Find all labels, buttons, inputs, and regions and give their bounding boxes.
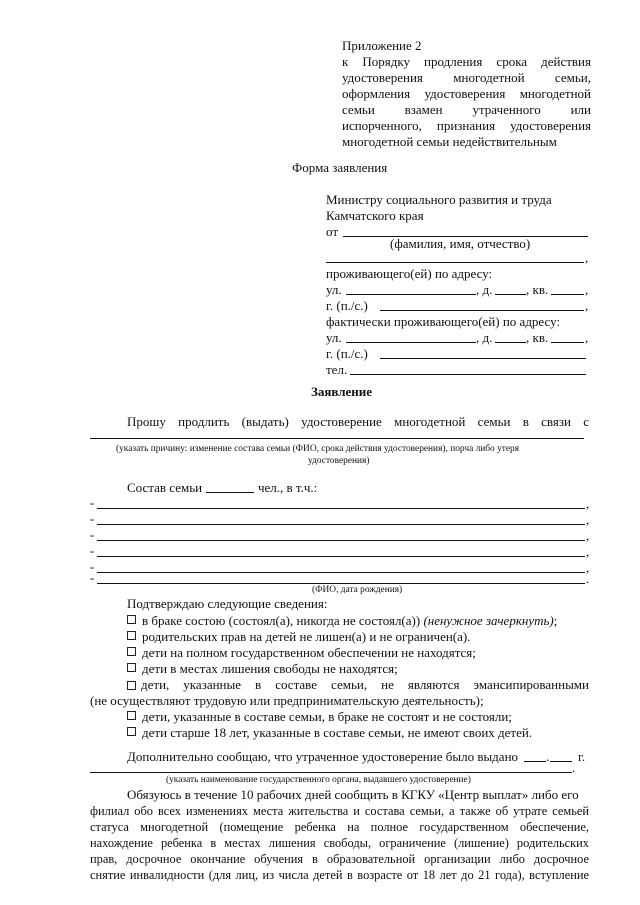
form-title: Форма заявления bbox=[292, 160, 388, 175]
fio-caption: (фамилия, имя, отчество) bbox=[390, 236, 531, 251]
dash: - bbox=[90, 570, 95, 585]
house-label: , д. bbox=[476, 330, 493, 345]
checkbox[interactable] bbox=[127, 647, 136, 656]
dash: - bbox=[90, 527, 95, 542]
fact-house-field[interactable] bbox=[495, 342, 526, 343]
fact-street-field[interactable] bbox=[346, 342, 476, 343]
confirm-item-marriage: в браке состою (состоял(а), никогда не состоял(а)) (ненужное зачеркнуть); bbox=[127, 613, 557, 629]
comma: , bbox=[585, 282, 589, 297]
confirm-item-emancip: дети, указанные в составе семьи, не являются эмансипированными bbox=[127, 677, 589, 693]
house-field[interactable] bbox=[495, 294, 526, 295]
reason-field[interactable] bbox=[90, 438, 584, 439]
comma: , bbox=[586, 496, 590, 511]
family-member-field[interactable] bbox=[97, 540, 585, 541]
family-count-field[interactable] bbox=[206, 492, 254, 493]
reason-caption: (указать причину: изменение состава семьи (ФИО, срока действия удостоверения), порча либо утеря bbox=[116, 444, 520, 454]
flat-label: , кв. bbox=[526, 282, 549, 297]
checkbox[interactable] bbox=[127, 711, 136, 720]
dot: . bbox=[572, 760, 576, 775]
request-text: Прошу продлить (выдать) удостоверение многодетной семьи в связи с bbox=[127, 414, 589, 429]
appendix-line: многодетной семьи недействительным bbox=[342, 134, 557, 149]
confirm-item: родительских прав на детей не лишен(а) и не ограничен(а). bbox=[127, 629, 470, 645]
family-label: Состав семьи bbox=[127, 480, 203, 495]
year-label: г. bbox=[578, 749, 586, 764]
reg-address-label: проживающего(ей) по адресу: bbox=[326, 266, 493, 281]
dot: . bbox=[546, 749, 550, 764]
appendix-line: оформления удостоверения многодетной bbox=[342, 86, 591, 101]
checkbox[interactable] bbox=[127, 631, 136, 640]
reason-caption: удостоверения) bbox=[308, 456, 370, 466]
obligation-line: прав, досрочное окончание обучения в образовательной организации либо досрочное bbox=[90, 852, 589, 866]
issuer-caption: (указать наименование государственного органа, выдавшего удостоверение) bbox=[166, 775, 471, 785]
from-label: от bbox=[326, 224, 339, 239]
appendix-line: испорченного, признания удостоверения bbox=[342, 118, 591, 133]
city-label: г. (п./с.) bbox=[326, 346, 368, 361]
checkbox[interactable] bbox=[127, 615, 136, 624]
issuer-field[interactable] bbox=[90, 772, 572, 773]
comma: , bbox=[586, 528, 590, 543]
appendix-line: удостоверения многодетной семьи, bbox=[342, 70, 591, 85]
confirm-item: дети старше 18 лет, указанные в составе семьи, не имеют своих детей. bbox=[127, 725, 532, 741]
dash: - bbox=[90, 511, 95, 526]
comma: , bbox=[585, 298, 589, 313]
confirm-item: дети на полном государственном обеспечении не находятся; bbox=[127, 645, 476, 661]
obligation-line: статуса многодетной (помещение ребенка на полное государственном обеспечение, bbox=[90, 820, 589, 834]
street-field[interactable] bbox=[346, 294, 476, 295]
addressee-line: Министру социального развития и труда bbox=[326, 192, 552, 207]
dash: - bbox=[90, 559, 95, 574]
family-caption: (ФИО, дата рождения) bbox=[312, 585, 403, 595]
house-label: , д. bbox=[476, 282, 493, 297]
comma: , bbox=[585, 330, 589, 345]
family-label-end: чел., в т.ч.: bbox=[258, 480, 318, 495]
confirm-item-emancip-cont: (не осуществляют трудовую или предпринимательскую деятельность); bbox=[90, 693, 484, 708]
appendix-line: к Порядку продления срока действия bbox=[342, 54, 591, 69]
lost-date-field[interactable] bbox=[524, 761, 546, 762]
street-label: ул. bbox=[326, 330, 342, 345]
lost-year-field[interactable] bbox=[550, 761, 572, 762]
fact-address-label: фактически проживающего(ей) по адресу: bbox=[326, 314, 561, 329]
appendix-title: Приложение 2 bbox=[342, 38, 422, 53]
fact-flat-field[interactable] bbox=[551, 342, 584, 343]
city-label: г. (п./с.) bbox=[326, 298, 368, 313]
phone-field[interactable] bbox=[350, 374, 586, 375]
family-member-field[interactable] bbox=[97, 556, 585, 557]
family-member-field[interactable] bbox=[97, 524, 585, 525]
checkbox[interactable] bbox=[127, 681, 136, 690]
dash: - bbox=[90, 495, 95, 510]
checkbox[interactable] bbox=[127, 727, 136, 736]
confirm-item: дети, указанные в составе семьи, в браке не состоят и не состояли; bbox=[127, 709, 512, 725]
obligation-line: филиал обо всех изменениях места жительства и состава семьи, а также об утрате семьей bbox=[90, 804, 589, 818]
family-member-field[interactable] bbox=[97, 572, 585, 573]
obligation-line: снятие инвалидности (для лиц, из числа детей в возрасте от 18 лет до 21 года), вступление bbox=[90, 868, 589, 882]
flat-label: , кв. bbox=[526, 330, 549, 345]
checkbox[interactable] bbox=[127, 663, 136, 672]
dot: . bbox=[586, 571, 590, 586]
obligation-line: Обязуюсь в течение 10 рабочих дней сообщить в КГКУ «Центр выплат» либо его bbox=[127, 787, 579, 802]
flat-field[interactable] bbox=[551, 294, 584, 295]
confirm-intro: Подтверждаю следующие сведения: bbox=[127, 596, 328, 611]
dash: - bbox=[90, 543, 95, 558]
city-field[interactable] bbox=[380, 310, 584, 311]
comma: , bbox=[586, 560, 590, 575]
phone-label: тел. bbox=[326, 362, 348, 377]
fio-field-2[interactable] bbox=[326, 262, 584, 263]
family-member-field[interactable] bbox=[97, 508, 585, 509]
street-label: ул. bbox=[326, 282, 342, 297]
confirm-item: дети в местах лишения свободы не находятся; bbox=[127, 661, 398, 677]
fact-city-field[interactable] bbox=[380, 358, 586, 359]
lost-text: Дополнительно сообщаю, что утраченное удостоверение было выдано bbox=[127, 749, 519, 764]
comma: , bbox=[585, 250, 589, 265]
comma: , bbox=[586, 512, 590, 527]
comma: , bbox=[586, 544, 590, 559]
addressee-line: Камчатского края bbox=[326, 208, 424, 223]
obligation-line: нахождение ребенка в местах лишения свободы, ограничение (лишение) родительских bbox=[90, 836, 589, 850]
appendix-line: семьи взамен утраченного или bbox=[342, 102, 591, 117]
document-heading: Заявление bbox=[311, 384, 373, 399]
